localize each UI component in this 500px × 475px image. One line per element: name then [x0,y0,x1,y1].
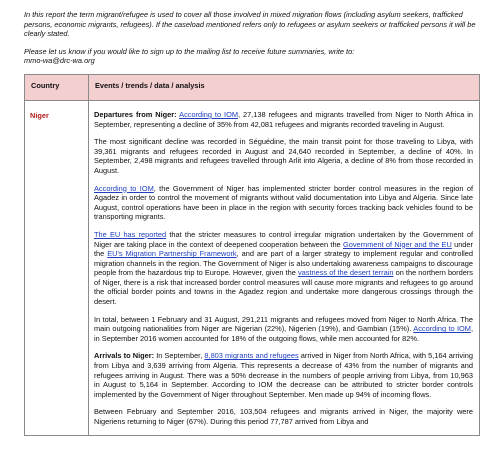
events-table [24,74,480,436]
link-desert-terrain[interactable]: vastness of the desert terrain [297,268,394,278]
intro-definition: In this report the term migrant/refugee is used to cover all those involved in mixed migration flows (including asylum seekers, trafficked persons, economic migrants, refugees). If the caseload mentioned refers only to refugees or asylum seekers or trafficked persons it will be clearly stated. [24,10,476,39]
border-control-paragraph [94,184,473,222]
eu-text-1: that the stricter measures to control irregular migration undertaken by the Government of Niger are taking place in the context of deepened cooperation between the [94,229,473,249]
totals-text-2: , in September 2016 women accounted for 18% of the outgoing flows, while men accounted for 82%. [94,324,474,343]
arrivals-paragraph [94,351,473,399]
decline-paragraph: The most significant decline was recorded in Séguédine, the main transit point for those traveling to Libya, with 39,361 migrants and refugees recorded in August and 24,640 recorded in September, a decline of 40%. In September, 2,498 migrants and refugees travelled through Arlit into Algeria, a decline of 8% from those recorded in August. [94,137,473,175]
period-paragraph: Between February and September 2016, 103,504 refugees and migrants arrived in Niger, the majority were Nigeriens returning to Niger (67%). During this period 77,787 arrived from Libya and [94,407,473,426]
eu-text-2: under the [94,239,473,259]
table-header-row [25,74,480,100]
totals-text-1: In total, between 1 February and 31 August, 291,211 migrants and refugees moved from Niger to North Africa. The main outgoing nationalities from Niger are Nigerian (22%), Nigerien (19%), and Gambian (15%). [94,314,473,334]
link-iom-totals[interactable]: According to IOM [413,324,471,334]
header-events: Events / trends / data / analysis [89,74,480,100]
intro-mailing-list [24,47,478,66]
link-migration-partnership[interactable]: EU's Migration Partnership Framework [107,249,237,259]
link-iom-border-control[interactable]: According to IOM [94,183,154,193]
arrivals-heading: Arrivals to Niger: [94,351,155,361]
header-country: Country [25,74,89,100]
arrivals-text-2: arrived in Niger from North Africa, with 5,164 arriving from Libya and 3,639 arriving from Algeria. This represents a decrease of 43% from the number of migrants and refugees arriving in August. There was a 50% decrease in the numbers of people arriving from Libya, from 10,963 in August to 5,164 in September. According to IOM the decrease can be attributed to stricter border controls implemented by the Government of Niger throughout September. Men made up 94% of incoming flows. [94,351,473,399]
contact-email[interactable]: mmo-wa@drc-wa.org [24,56,95,66]
link-iom-departures[interactable]: According to IOM [179,109,238,119]
mailing-list-text: Please let us know if you would like to sign up to the mailing list to receive future summaries, write to: [24,46,355,56]
country-cell: Niger [25,100,89,435]
link-gov-niger-eu[interactable]: Government of Niger and the EU [342,239,452,249]
eu-text-3: , and are part of a larger strategy to implement regular and controlled migration channels in the region. The Government of Niger is also undertaking awareness campaigns to discourage people from the hazardous trip to Europe. However, given the [94,249,473,278]
departures-paragraph [94,110,473,129]
departures-heading: Departures from Niger: [94,109,177,119]
eu-cooperation-paragraph [94,230,473,307]
arrivals-text-1: In September, [154,351,205,361]
border-control-text: , the Government of Niger has implemented stricter border control measures in the region of Agadez in order to control the movement of migrants without valid documentation into Libya and Algeria. Since late August, control operations have been in place in the region with security forces tracking back vehicles found to be transporting migrants. [94,183,473,222]
eu-text-4: on the northern borders of Niger, there is a risk that increased border control measures will cause more migrants and refugees to go around the official border points and towns in the Agadez region and undertake more dangerous crossings through the desert. [94,268,474,307]
link-arrivals-count[interactable]: 8,803 migrants and refugees [204,351,299,361]
intro-section [24,10,478,66]
departures-text: , 27,138 refugees and migrants travelled from Niger to North Africa in September, representing a decline of 35% from 42,081 refugees and migrants recorded traveling in August. [94,109,474,129]
table-row [25,100,480,435]
totals-paragraph [94,315,473,344]
link-eu-reported[interactable]: The EU has reported [94,229,167,239]
events-cell [89,100,480,435]
